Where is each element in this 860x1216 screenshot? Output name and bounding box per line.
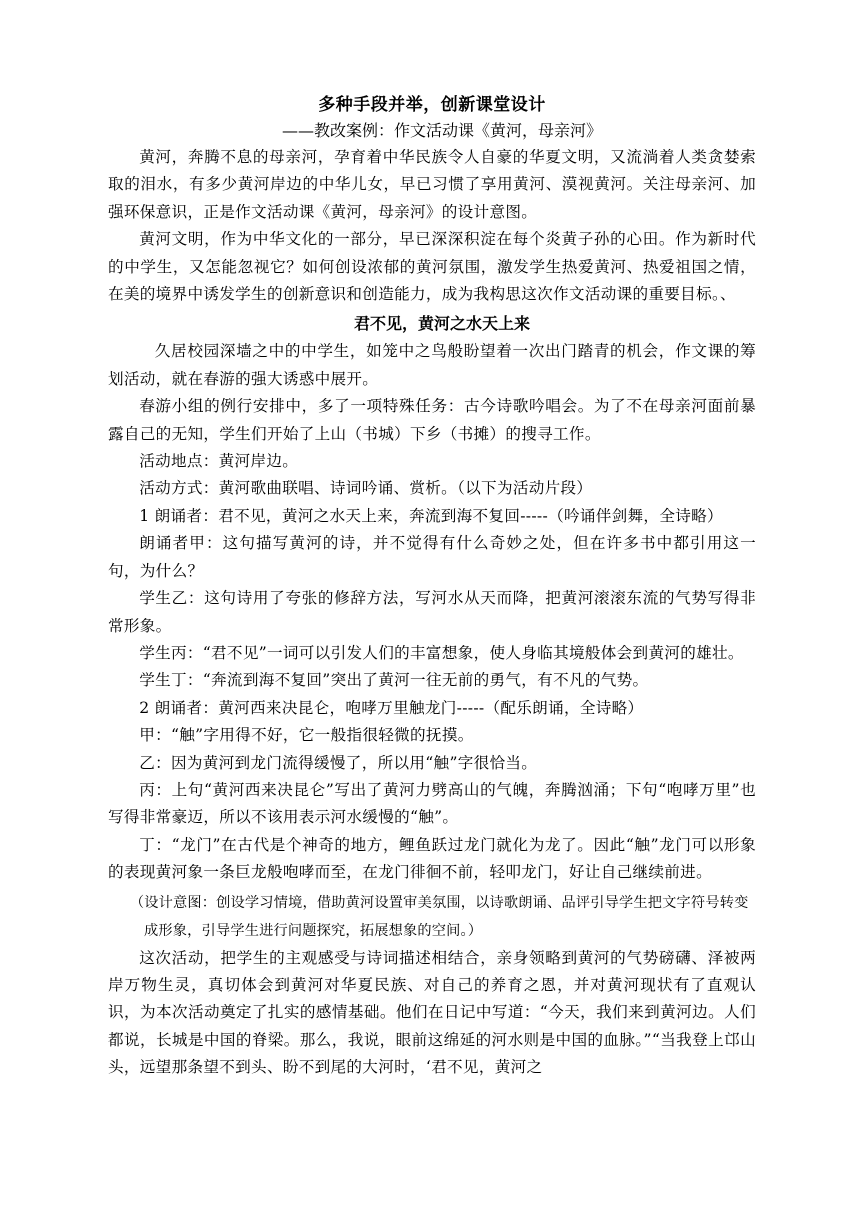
- document-title: 多种手段并举，创新课堂设计: [318, 95, 546, 115]
- design-note: （设计意图：创设学习情境，借助黄河设置审美氛围，以诗歌朗诵、品评引导学生把文字符号转变成形象，引导学生进行问题探究，拓展想象的空间。）: [129, 894, 749, 939]
- section-paragraph: 久居校园深墙之中的中学生，如笼中之鸟般盼望着一次出门踏青的机会，作文课的筹划活动，就在春游的强大诱惑中展开。: [108, 342, 756, 388]
- recitation-1: 1 朗诵者：君不见，黄河之水天上来，奔流到海不复回-----（吟诵伴剑舞，全诗略）: [139, 506, 723, 525]
- dialogue-line: 丙：上句“黄河西来决昆仑”写出了黄河力劈高山的气魄，奔腾汹涌；下句“咆哮万里”也写得非常豪迈，所以不该用表示河水缓慢的“触”。: [108, 780, 756, 827]
- closing-paragraph: 这次活动，把学生的主观感受与诗词描述相结合，亲身领略到黄河的气势磅礴、泽被两岸万物生灵，真切体会到黄河对华夏民族、对自己的养育之恩，并对黄河现状有了直观认识，为本次活动奠定了扎实的感情基础。他们在日记中写道：“今天，我们来到黄河边。人们都说，长城是中国的脊梁。那么，我说，眼前这绵延的河水则是中国的血脉。”“当我登上邙山头，远望那条望不到头、盼不到尾的大河时，‘君不见，黄河之: [108, 948, 756, 1077]
- dialogue-line: 丁：“龙门”在古代是个神奇的地方，鲤鱼跃过龙门就化为龙了。因此“触”龙门可以形象的表现黄河象一条巨龙般咆哮而至，在龙门徘徊不前，轻叩龙门，好让自己继续前进。: [108, 835, 756, 882]
- dialogue-line: 朗诵者甲：这句描写黄河的诗，并不觉得有什么奇妙之处，但在许多书中都引用这一句，为什么？: [108, 534, 756, 580]
- dialogue-line: 学生丁：“奔流到海不复回”突出了黄河一往无前的勇气，有不凡的气势。: [139, 671, 649, 690]
- section-paragraph: 春游小组的例行安排中，多了一项特殊任务：古今诗歌吟唱会。为了不在母亲河面前暴露自己的无知，学生们开始了上山（书城）下乡（书摊）的搜寻工作。: [108, 397, 756, 443]
- dialogue-line: 学生乙：这句诗用了夸张的修辞方法，写河水从天而降，把黄河滚滚东流的气势写得非常形象。: [108, 589, 756, 635]
- intro-paragraph-1: 黄河，奔腾不息的母亲河，孕育着中华民族令人自豪的华夏文明，又流淌着人类贪婪索取的泪水，有多少黄河岸边的中华儿女，早已习惯了享用黄河、漠视黄河。关注母亲河、加强环保意识，正是作文活动课《黄河，母亲河》的设计意图。: [108, 148, 756, 221]
- activity-method: 活动方式：黄河歌曲联唱、诗词吟诵、赏析。（以下为活动片段）: [139, 479, 593, 498]
- recitation-2: 2 朗诵者：黄河西来决昆仑，咆哮万里触龙门-----（配乐朗诵，全诗略）: [139, 698, 644, 717]
- dialogue-line: 乙：因为黄河到龙门流得缓慢了，所以用“触”字很恰当。: [139, 753, 538, 772]
- activity-location: 活动地点：黄河岸边。: [139, 452, 299, 471]
- section-heading: 君不见，黄河之水天上来: [353, 314, 530, 334]
- document-subtitle: ——教改案例：作文活动课《黄河，母亲河》: [281, 121, 602, 140]
- intro-paragraph-2: 黄河文明，作为中华文化的一部分，早已深深积淀在每个炎黄子孙的心田。作为新时代的中学生，又怎能忽视它？如何创设浓郁的黄河氛围，激发学生热爱黄河、热爱祖国之情，在美的境界中诱发学生的创新意识和创造能力，成为我构思这次作文活动课的重要目标。、: [108, 230, 756, 304]
- dialogue-line: 学生丙：“君不见”一词可以引发人们的丰富想象，使人身临其境般体会到黄河的雄壮。: [139, 643, 744, 662]
- dialogue-line: 甲：“触”字用得不好，它一般指很轻微的抚摸。: [139, 726, 474, 745]
